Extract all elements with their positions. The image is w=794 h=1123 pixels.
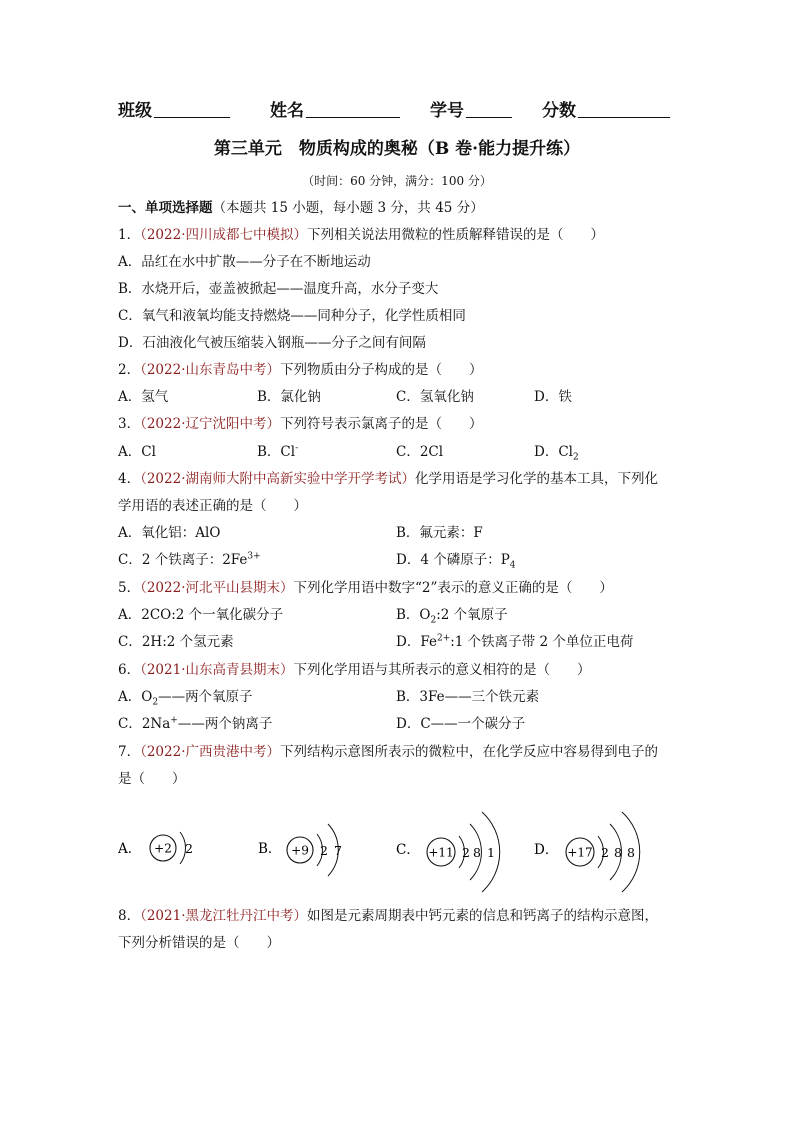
question-number: 1． — [118, 227, 141, 243]
q5-option-c[interactable]: C．2H:2 个氢元素 — [118, 634, 234, 650]
question-number: 6． — [118, 662, 141, 678]
q5-option-d[interactable] — [396, 633, 633, 651]
option-text: B．Cl — [257, 444, 296, 460]
question-source: （2022·辽宁沈阳中考） — [140, 416, 280, 432]
question-7-stem — [118, 743, 658, 761]
student-number-label: 学号 — [430, 101, 464, 121]
q6-option-d[interactable]: D．C——一个碳分子 — [396, 716, 526, 732]
exam-info: （时间：60 分钟，满分：100 分） — [302, 174, 492, 188]
class-label: 班级 — [118, 101, 152, 121]
option-label: D． — [534, 842, 559, 858]
count-subscript: 4 — [509, 560, 516, 571]
q3-option-a[interactable]: A．Cl — [118, 444, 156, 460]
q7-option-a[interactable] — [118, 808, 238, 892]
count-subscript: 2 — [430, 615, 437, 626]
q6-option-b[interactable]: B．3Fe——三个铁元素 — [396, 689, 540, 705]
shell-electron-count: 7 — [334, 843, 342, 858]
atom-structure-diagram-d — [534, 798, 664, 898]
question-text: 下列相关说法用微粒的性质解释错误的是（ ） — [307, 227, 604, 243]
q3-option-d[interactable] — [534, 443, 579, 461]
section-heading — [118, 199, 484, 217]
option-label: C． — [396, 842, 420, 858]
class-blank[interactable] — [154, 117, 230, 118]
option-text: ——两个钠离子 — [177, 716, 273, 732]
question-7-stem-cont: 是（ ） — [118, 771, 186, 787]
option-text: C．2 个铁离子：2Fe — [118, 552, 248, 568]
question-3-stem — [118, 415, 483, 433]
option-text: B．O — [396, 607, 431, 623]
option-text: :1 个铁离子带 2 个单位正电荷 — [450, 634, 634, 650]
name-label: 姓名 — [270, 101, 304, 121]
question-2-stem — [118, 361, 483, 379]
student-number-blank[interactable] — [466, 117, 512, 118]
option-label: A． — [118, 841, 142, 857]
question-source: （2022·四川成都七中模拟） — [140, 227, 307, 243]
page-title: 第三单元 物质构成的奥秘（B 卷·能力提升练） — [213, 139, 581, 159]
question-text: 化学用语是学习化学的基本工具，下列化 — [415, 471, 658, 487]
section-note: （本题共 15 小题，每小题 3 分，共 45 分） — [212, 200, 484, 216]
q2-option-a[interactable]: A．氢气 — [118, 389, 169, 405]
shell-electron-count: 8 — [627, 845, 635, 860]
question-6-stem — [118, 661, 591, 679]
shell-electron-count: 1 — [487, 845, 495, 860]
question-4-stem — [118, 470, 658, 488]
shell-electron-count: 2 — [601, 845, 609, 860]
question-number: 5． — [118, 580, 141, 596]
charge-superscript: 2+ — [436, 633, 451, 644]
question-4-stem-cont: 学用语的表述正确的是（ ） — [118, 498, 307, 514]
question-text: 如图是元素周期表中钙元素的信息和钙离子的结构示意图， — [307, 908, 658, 924]
q7-option-c[interactable] — [396, 798, 526, 902]
nucleus-charge: +9 — [291, 843, 309, 858]
atom-structure-diagram-c — [396, 798, 526, 898]
q7-option-d[interactable] — [534, 798, 664, 902]
question-number: 8． — [118, 908, 141, 924]
q2-option-d[interactable]: D．铁 — [534, 389, 572, 405]
question-source: （2022·河北平山县期末） — [140, 580, 294, 596]
nucleus-charge: +11 — [428, 845, 454, 860]
question-source: （2021·黑龙江牡丹江中考） — [140, 908, 307, 924]
q6-option-a[interactable] — [118, 688, 253, 706]
question-1-stem — [118, 226, 604, 244]
question-source: （2022·湖南师大附中高新实验中学开学考试） — [140, 471, 415, 487]
question-text: 下列符号表示氯离子的是（ ） — [280, 416, 483, 432]
score-blank[interactable] — [578, 117, 670, 118]
q5-option-a[interactable]: A．2CO:2 个一氧化碳分子 — [118, 607, 284, 623]
question-source: （2022·山东青岛中考） — [140, 362, 280, 378]
q5-option-b[interactable] — [396, 606, 508, 624]
question-text: 下列化学用语与其所表示的意义相符的是（ ） — [293, 662, 591, 678]
nucleus-charge: +2 — [154, 841, 172, 856]
question-8-stem-cont: 下列分析错误的是（ ） — [118, 935, 280, 951]
question-source: （2022·广西贵港中考） — [140, 744, 280, 760]
q7-option-b[interactable] — [258, 808, 388, 892]
q2-option-b[interactable]: B．氯化钠 — [257, 389, 321, 405]
shell-electron-count: 2 — [185, 841, 193, 856]
question-text: 下列化学用语中数字“2”表示的意义正确的是（ ） — [293, 580, 613, 596]
shell-electron-count: 8 — [614, 845, 622, 860]
count-subscript: 2 — [152, 697, 159, 708]
q4-option-d[interactable] — [396, 551, 516, 569]
question-number: 3． — [118, 416, 141, 432]
student-info-header — [118, 96, 678, 122]
option-text: A．O — [118, 689, 153, 705]
q1-option-a[interactable]: A．品红在水中扩散——分子在不断地运动 — [118, 254, 371, 270]
q3-option-b[interactable] — [257, 443, 298, 461]
question-text: 下列结构示意图所表示的微粒中，在化学反应中容易得到电子的 — [280, 744, 658, 760]
count-subscript: 2 — [572, 452, 579, 463]
shell-electron-count: 2 — [320, 843, 328, 858]
atom-structure-diagram-b — [258, 808, 388, 888]
nucleus-charge: +17 — [567, 845, 593, 860]
question-number: 2． — [118, 362, 141, 378]
option-text: :2 个氧原子 — [436, 607, 508, 623]
q4-option-c[interactable] — [118, 551, 261, 569]
score-label: 分数 — [542, 101, 576, 121]
q1-option-b[interactable]: B．水烧开后，壶盖被掀起——温度升高，水分子变大 — [118, 281, 439, 297]
q4-option-a[interactable]: A．氧化铝：AlO — [118, 525, 221, 541]
name-blank[interactable] — [306, 117, 400, 118]
option-text: D．Fe — [396, 634, 437, 650]
option-text: ——两个氧原子 — [158, 689, 253, 705]
q4-option-b[interactable]: B．氟元素：F — [396, 525, 483, 541]
section-title: 一、单项选择题 — [118, 200, 213, 216]
atom-structure-diagram-a — [118, 808, 238, 888]
shell-electron-count: 8 — [473, 845, 481, 860]
question-text: 下列物质由分子构成的是（ ） — [280, 362, 483, 378]
question-5-stem — [118, 579, 613, 597]
charge-superscript: - — [295, 443, 299, 454]
question-number: 4． — [118, 471, 141, 487]
question-8-stem — [118, 907, 658, 925]
q2-option-c[interactable]: C．氢氧化钠 — [396, 389, 474, 405]
option-text: C．2Na — [118, 716, 171, 732]
charge-superscript: 3+ — [247, 551, 261, 562]
option-text: D．Cl — [534, 444, 573, 460]
option-text: D．4 个磷原子：P — [396, 552, 510, 568]
charge-superscript: + — [170, 715, 178, 726]
question-source: （2021·山东高青县期末） — [140, 662, 294, 678]
question-number: 7． — [118, 744, 141, 760]
shell-electron-count: 2 — [462, 845, 470, 860]
option-label: B． — [258, 841, 282, 857]
q1-option-d[interactable]: D．石油液化气被压缩装入钢瓶——分子之间有间隔 — [118, 335, 426, 351]
q3-option-c[interactable]: C．2Cl — [396, 444, 444, 460]
q1-option-c[interactable]: C．氧气和液氧均能支持燃烧——同种分子，化学性质相同 — [118, 308, 466, 324]
q6-option-c[interactable] — [118, 715, 272, 733]
